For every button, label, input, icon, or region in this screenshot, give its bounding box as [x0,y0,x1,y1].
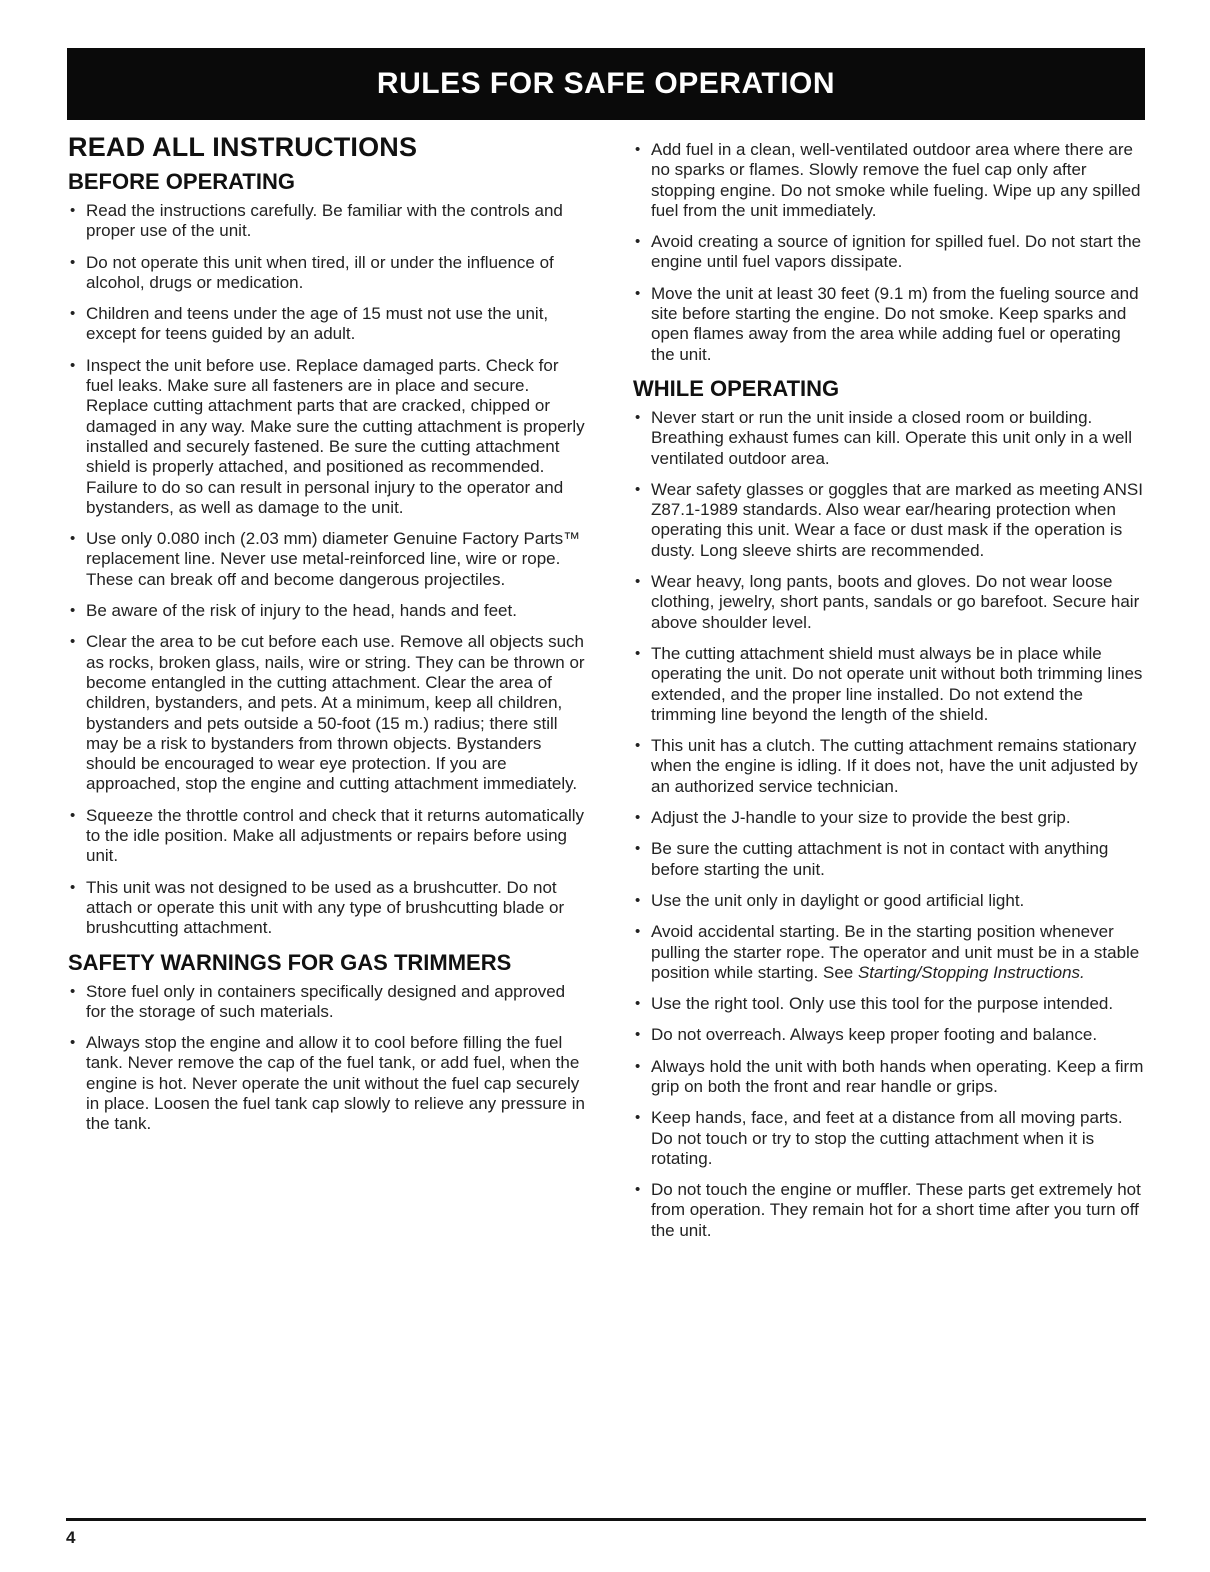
list-item: • Wear safety glasses or goggles that are marked as meeting ANSI Z87.1-1989 standards. Also wear ear/hearing protection when operating this unit. Wear a face or dust mask if the operation is dusty. Long sleeve shirts are recommended. [633,480,1148,561]
list-item: • Do not touch the engine or muffler. These parts get extremely hot from operation. They remain hot for a short time after you turn off the unit. [633,1180,1148,1241]
list-item: • Always hold the unit with both hands when operating. Keep a firm grip on both the front and rear handle or grips. [633,1057,1148,1098]
list-item: • Do not overreach. Always keep proper footing and balance. [633,1025,1148,1045]
list-item: • This unit has a clutch. The cutting attachment remains stationary when the engine is idling. If it does not, have the unit adjusted by an authorized service technician. [633,736,1148,797]
list-item: • Use the right tool. Only use this tool for the purpose intended. [633,994,1148,1014]
list-item: • Be sure the cutting attachment is not in contact with anything before starting the unit. [633,839,1148,880]
starting-position-text: Avoid accidental starting. Be in the starting position whenever pulling the starter rope. The operator and unit must be in a stable position while starting. See [651,922,1140,982]
list-item: • Add fuel in a clean, well-ventilated outdoor area where there are no sparks or flames. Slowly remove the fuel cap only after stopping engine. Do not smoke while fueling. Wipe up any spilled fuel from the unit immediately. [633,140,1148,221]
starting-instructions-reference: Starting/Stopping Instructions. [857,962,1085,982]
page-title: RULES FOR SAFE OPERATION [67,48,1145,120]
list-item: • Never start or run the unit inside a closed room or building. Breathing exhaust fumes can kill. Operate this unit only in a well ventilated outdoor area. [633,408,1148,469]
list-item: • Always stop the engine and allow it to cool before filling the fuel tank. Never remove the cap of the fuel tank, or add fuel, when the engine is hot. Never operate the unit without the fuel cap securely in place. Loosen the fuel tank cap slowly to relieve any pressure in the tank. [68,1033,588,1134]
list-item: • Squeeze the throttle control and check that it returns automatically to the idle position. Make all adjustments or repairs before using unit. [68,806,588,867]
list-item: • Read the instructions carefully. Be familiar with the controls and proper use of the unit. [68,201,588,242]
list-item: • Inspect the unit before use. Replace damaged parts. Check for fuel leaks. Make sure all fasteners are in place and secure. Replace cutting attachment parts that are cracked, chipped or damaged in any way. Make sure the cutting attachment is properly installed and securely fastened. Be sure the cutting attachment shield is properly attached, and positioned as recommended. Failure to do so can result in personal injury to the operator and bystanders, as well as damage to the unit. [68,356,588,518]
left-column [68,132,588,1146]
list-item: • Use only 0.080 inch (2.03 mm) diameter Genuine Factory Parts™ replacement line. Never use metal-reinforced line, wire or rope. These can break off and become dangerous projectiles. [68,529,588,590]
list-item: • Store fuel only in containers specifically designed and approved for the storage of such materials. [68,982,588,1023]
before-operating-list [68,201,588,939]
list-item: • Use the unit only in daylight or good artificial light. [633,891,1148,911]
page-number: 4 [66,1528,76,1547]
footer-divider [66,1518,1146,1521]
gas-trimmers-list [68,982,588,1135]
list-item: • Be aware of the risk of injury to the head, hands and feet. [68,601,588,621]
list-item [633,922,1148,983]
list-item: • Wear heavy, long pants, boots and gloves. Do not wear loose clothing, jewelry, short pants, sandals or go barefoot. Secure hair above shoulder level. [633,572,1148,633]
list-item: • Clear the area to be cut before each use. Remove all objects such as rocks, broken glass, nails, wire or string. They can be thrown or become entangled in the cutting attachment. Clear the area of children, bystanders, and pets. At a minimum, keep all children, bystanders and pets outside a 50-foot (15 m.) radius; there still may be a risk to bystanders from thrown objects. Bystanders should be encouraged to wear eye protection. If you are approached, stop the engine and cutting attachment immediately. [68,632,588,794]
while-operating-heading: WHILE OPERATING [633,375,840,401]
gas-trimmers-list-continued [633,140,1148,365]
list-item: • Adjust the J-handle to your size to provide the best grip. [633,808,1148,828]
list-item: • Avoid creating a source of ignition for spilled fuel. Do not start the engine until fuel vapors dissipate. [633,232,1148,273]
list-item: • Do not operate this unit when tired, ill or under the influence of alcohol, drugs or medication. [68,253,588,294]
list-item: • The cutting attachment shield must always be in place while operating the unit. Do not operate unit without both trimming lines extended, and the proper line installed. Do not extend the trimming line beyond the length of the shield. [633,644,1148,725]
list-item: • Keep hands, face, and feet at a distance from all moving parts. Do not touch or try to stop the cutting attachment when it is rotating. [633,1108,1148,1169]
while-operating-list [633,408,1148,1241]
list-item: • Children and teens under the age of 15 must not use the unit, except for teens guided by an adult. [68,304,588,345]
read-all-instructions-heading: READ ALL INSTRUCTIONS [68,132,418,162]
list-item: • Move the unit at least 30 feet (9.1 m) from the fueling source and site before starting the engine. Do not smoke. Keep sparks and open flames away from the area while adding fuel or operating the unit. [633,284,1148,365]
right-column [633,140,1148,1252]
before-operating-heading: BEFORE OPERATING [68,169,295,194]
list-item: • This unit was not designed to be used as a brushcutter. Do not attach or operate this unit with any type of brushcutting blade or brushcutting attachment. [68,878,588,939]
gas-trimmers-heading: SAFETY WARNINGS FOR GAS TRIMMERS [68,949,512,975]
